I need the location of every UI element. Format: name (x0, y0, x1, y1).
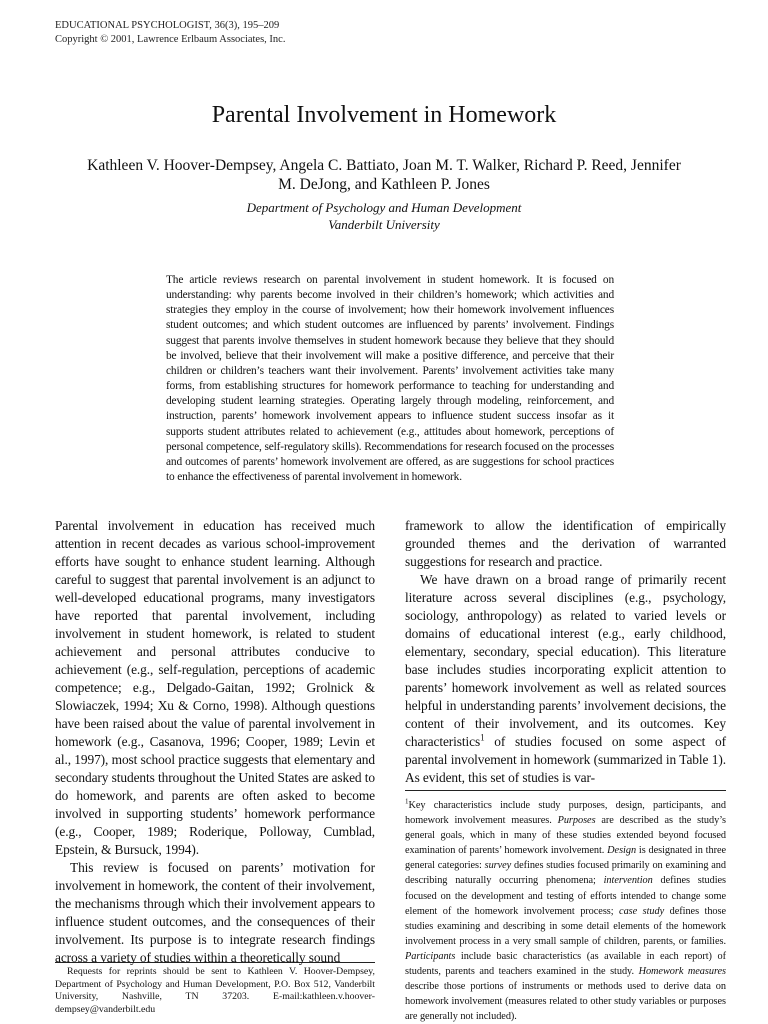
footnote-text: is designated in three general categories: (405, 845, 726, 872)
copyright-notice: Copyright © 2001, Lawrence Erlbaum Associates, Inc. (55, 34, 286, 45)
abstract: The article reviews research on parental involvement in student homework. It is focused on understanding: why parents become involved in their children’s homework; which activities and strategies they employ in the course of involvement; how their homework involvement influences student outcomes; and which student outcomes are influenced by parents’ involvement. Findings suggest that parents involve themselves in student homework because they believe that they should be involved, believe that their involvement will make a positive difference, and perceive that their children or children’s teachers want their involvement. Parents’ involvement activities take many forms, from establishing structures for homework performance to teaching for understanding and developing student learning strategies. Operating largely through modeling, reinforcement, and instruction, parents’ homework involvement appears to influence student success insofar as it supports student attributes related to achievement (e.g., attitudes about homework, perceptions of personal competence, self-regulatory skills). Recommendations for research focused on the processes and outcomes of parents’ homework involvement are offered, as are suggestions for school practices to enhance the effectiveness of parental involvement in homework. (166, 274, 614, 484)
department: Department of Psychology and Human Development (246, 200, 522, 215)
footnote-term: Purposes (557, 815, 596, 827)
footnote-term: Homework measures (638, 966, 727, 978)
footnote-divider (55, 962, 375, 963)
journal-header (55, 19, 285, 47)
author-list: Kathleen V. Hoover-Dempsey, Angela C. Battiato, Joan M. T. Walker, Richard P. Reed, Jennifer M. DeJong, and Kathleen P. Jones (87, 157, 681, 193)
footnote-term: survey (484, 860, 512, 872)
reprint-request-footnote (55, 966, 375, 1016)
article-title: Parental Involvement in Homework (211, 102, 557, 128)
footnote-key-characteristics (405, 798, 726, 1024)
footnote-divider (405, 790, 726, 791)
footnote-text: defines those studies examining and describing in some detail elements of the homework involvement process in a very small sample of children, parents, or families. (405, 905, 727, 947)
footnote-text: Requests for reprints should be sent to Kathleen V. Hoover-Dempsey, Department of Psychology and Human Development, P.O. Box 512, Vanderbilt University, Nashville, TN 37203. E-mail:kathleen.v.hoover-dempsey@vanderbilt.edu (55, 966, 375, 1015)
body-paragraph (405, 571, 726, 787)
body-column-left (55, 517, 375, 967)
body-paragraph: Parental involvement in education has received much attention in recent decades as various school-improvement efforts have sought to enhance student learning. Although careful to suggest that parental involvement is an adjunct to well-developed educational programs, many investigators have reported that parental involvement, including involvement in student homework, is related to student achievement and personal attributes conducive to achievement (e.g., self-regulation, perceptions of academic competence; e.g., Delgado-Gaitan, 1992; Grolnick & Slowiaczek, 1994; Xu & Corno, 1998). Although questions have been raised about the value of parental involvement in homework (e.g., Casanova, 1996; Cooper, 1989; Levin et al., 1997), most school practice suggests that elementary and secondary students throughout the United States are asked to do homework, and parents are often asked to become involved in supporting students’ homework performance (e.g., Cooper, 1989; Roderique, Polloway, Cumblad, Epstein, & Bursuck, 1994). (55, 518, 375, 857)
footnote-text: describe those portions of instruments or methods used to derive data on homework involvement (measures related to other study variables or purposes are generally not included). (405, 981, 726, 1023)
footnote-reference[interactable]: 1 (480, 732, 485, 743)
affiliation (0, 199, 768, 233)
journal-citation: EDUCATIONAL PSYCHOLOGIST, 36(3), 195–209 (55, 20, 280, 31)
footnote-text: include basic characteristics (as available in each report) of students, parents and teachers examined in the study. (405, 950, 726, 978)
body-column-right (405, 517, 726, 787)
footnote-term: Design (607, 845, 637, 857)
footnote-text: defines studies focused primarily on examining and describing naturally occurring phenomena; (405, 860, 726, 887)
paragraph-text: of studies focused on some aspect of parental involvement in homework (summarized in Table 1). As evident, this set of studies is var- (405, 734, 726, 785)
footnote-marker: 1 (405, 797, 409, 806)
footnote-term: Participants (405, 950, 456, 962)
paragraph-text: We have drawn on a broad range of primarily recent literature across several disciplines (e.g., psychology, sociology, anthropology) as related to varied levels or domains of educational interest (e.g., early childhood, elementary, secondary, special education). This literature base includes studies incorporating explicit attention to parents’ homework involvement as well as related sources helpful in understanding parents’ involvement decisions, the content of their involvement, and its outcomes. Key characteristics (405, 572, 726, 749)
footnote-text: defines studies focused on the development and testing of efforts intended to change some element of the homework involvement process; (405, 875, 726, 917)
footnote-term: intervention (603, 875, 653, 887)
body-paragraph: This review is focused on parents’ motivation for involvement in homework, the content of their involvement, the mechanisms through which their involvement appears to influence student outcomes, and the consequences of their involvement. Its purpose is to integrate research findings across a variety of studies within a theoretically sound (55, 860, 375, 965)
body-paragraph: framework to allow the identification of empirically grounded themes and the derivation of warranted suggestions for research and practice. (405, 518, 726, 569)
university: Vanderbilt University (328, 217, 440, 232)
footnote-text: Key characteristics include study purposes, design, participants, and homework involvement measures. (405, 800, 726, 827)
footnote-term: case study (619, 905, 665, 917)
footnote-text: are described as the study’s general goals, which in many of these studies extended beyond focused examination of parents’ homework involvement. (405, 815, 726, 857)
